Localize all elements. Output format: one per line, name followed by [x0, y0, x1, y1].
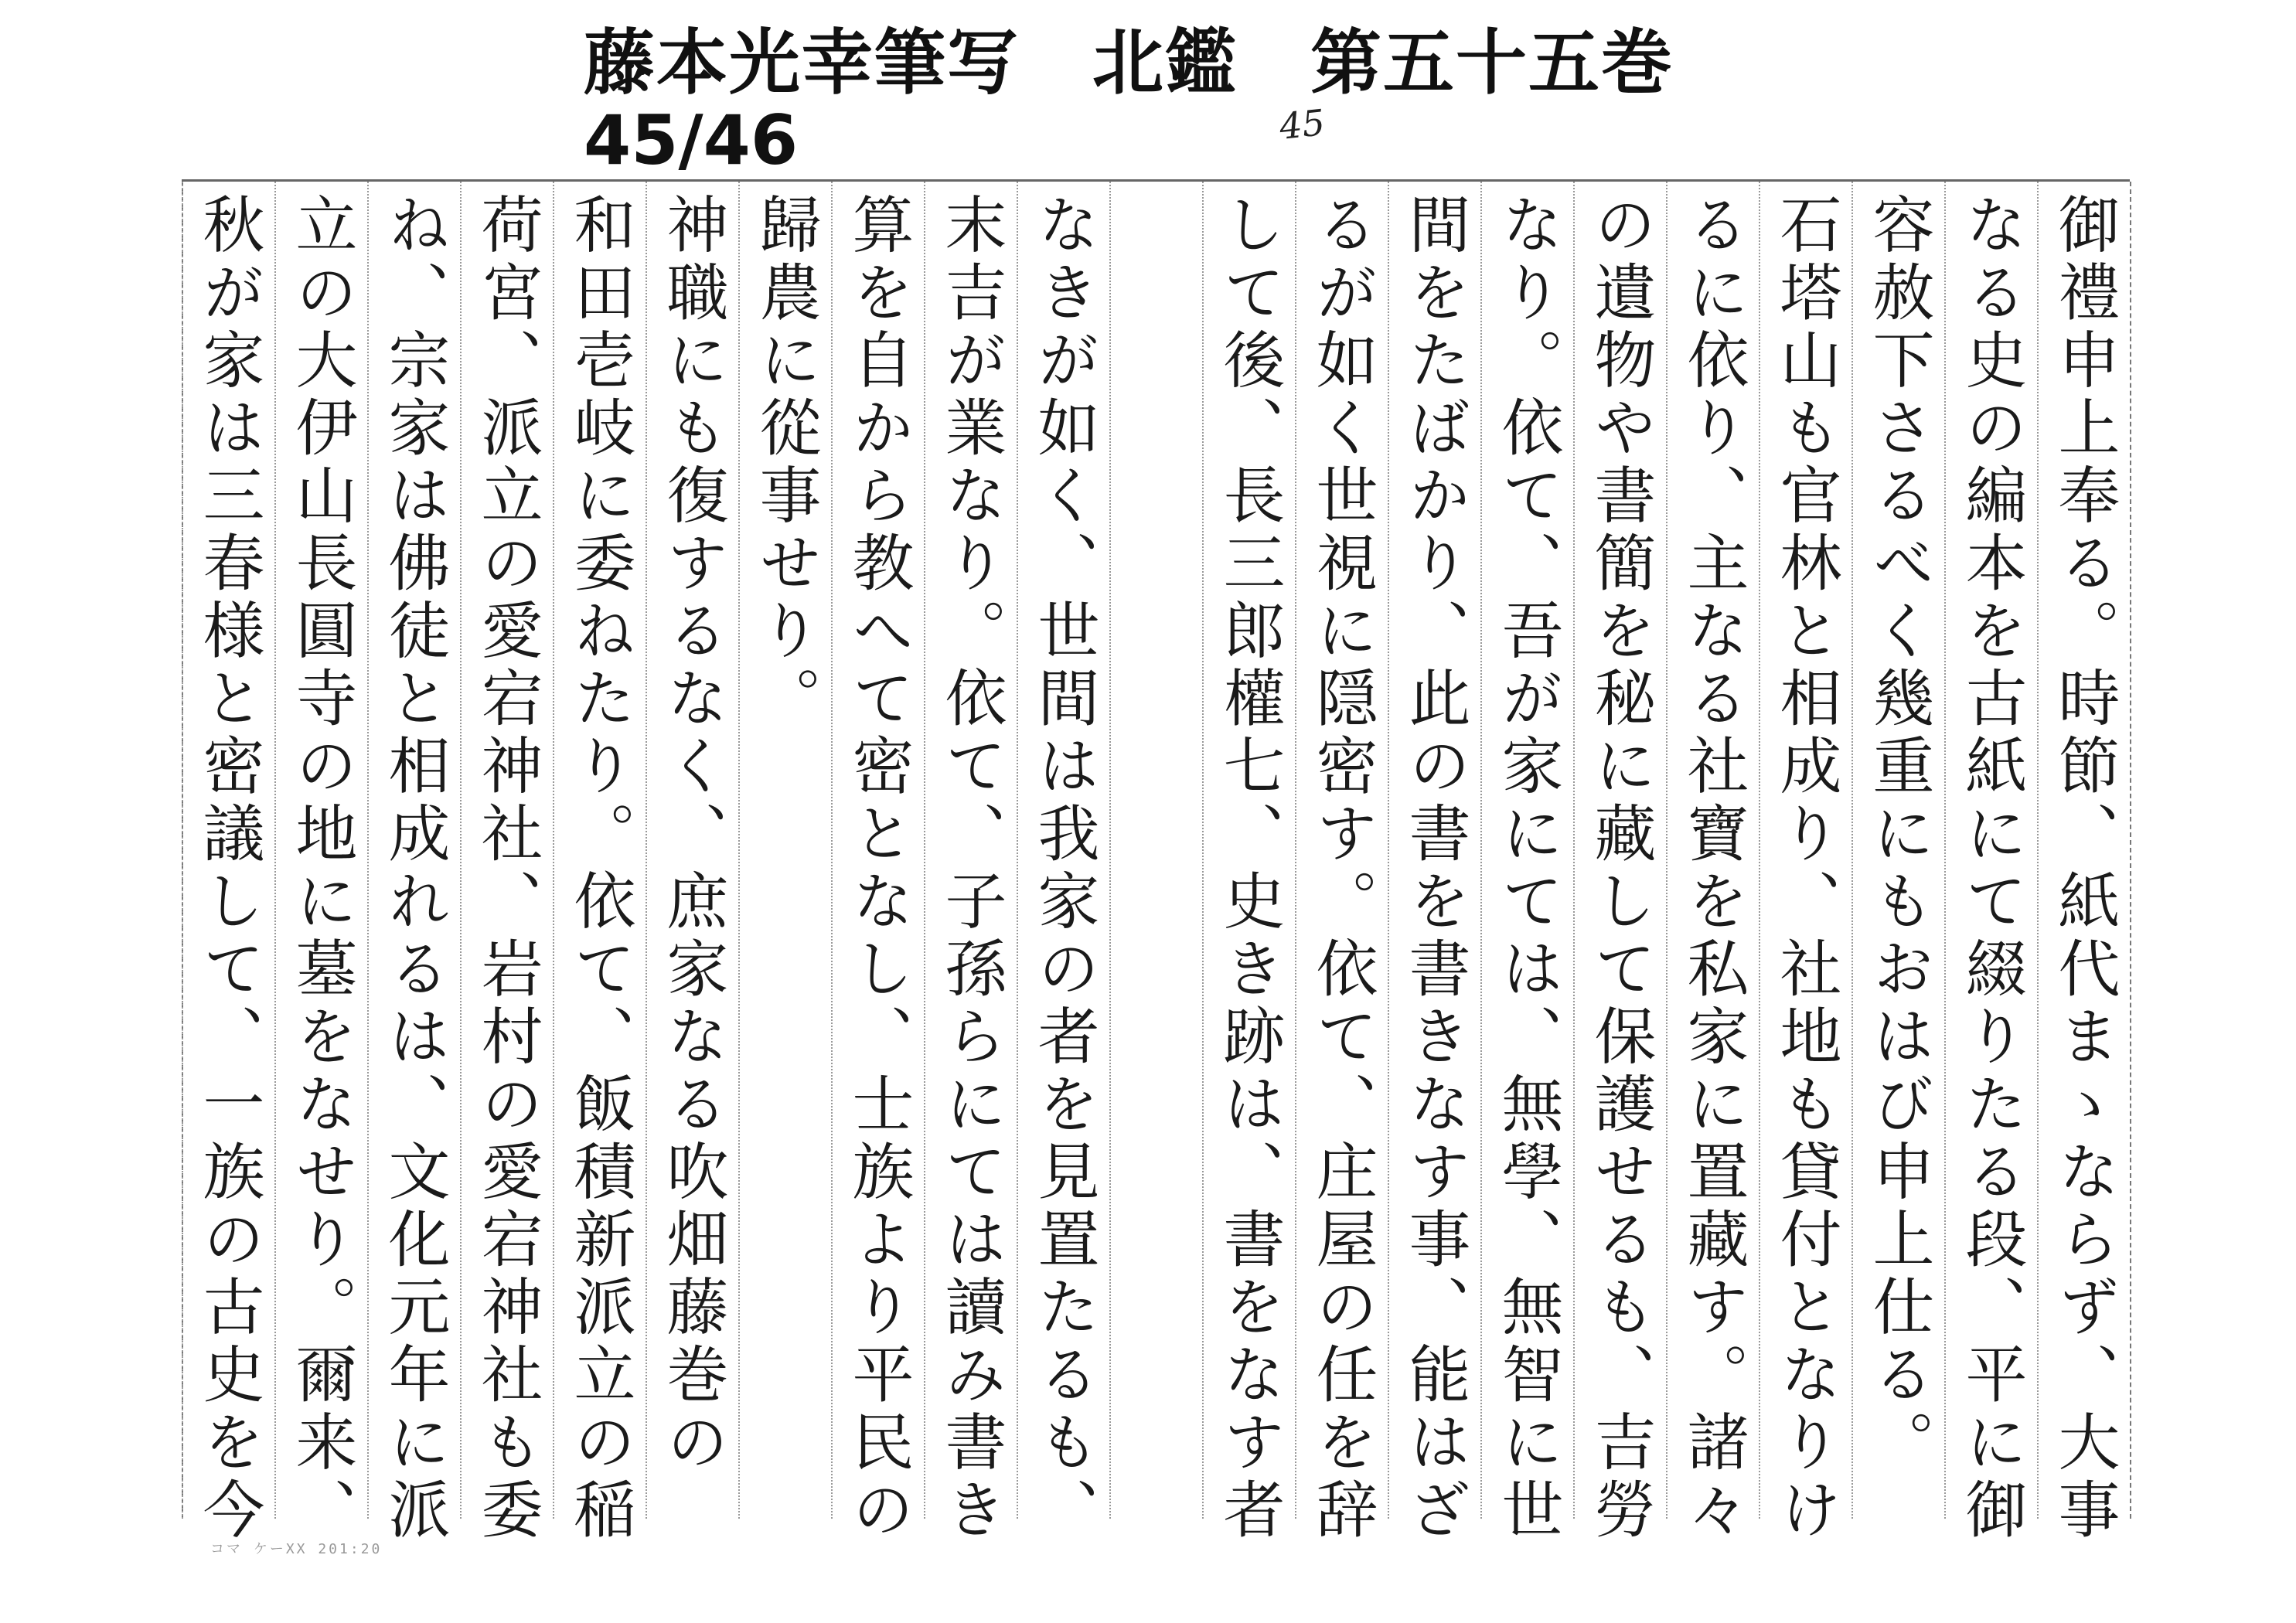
manuscript-line: 立の大伊山長圓寺の地に墓をなせり。爾来、 [285, 192, 357, 1545]
column-guide-line [460, 182, 462, 1519]
manuscript-column [924, 182, 1017, 1545]
manuscript-line: 御禮申上奉る。時節、紙代まゝならず、大事 [2048, 192, 2120, 1545]
document-title: 藤本光幸筆写 北鑑 第五十五巻 [584, 22, 1674, 104]
manuscript-column [1851, 182, 1944, 1519]
column-guide-line [1851, 182, 1853, 1519]
manuscript-line: ね、宗家は佛徒と相成れるは、文化元年に派 [378, 192, 450, 1545]
column-guide-line [1759, 182, 1760, 1519]
manuscript-column [738, 182, 831, 1519]
handwritten-page-number: 45 [1277, 101, 1327, 148]
manuscript-line: 歸農に從事せり。 [749, 192, 821, 733]
column-guide-line [1202, 182, 1204, 1519]
manuscript-column [1017, 182, 1109, 1545]
manuscript-line: 算を自から教へて密となし、士族より平民の [842, 192, 914, 1545]
manuscript-column [831, 182, 924, 1545]
manuscript-line: 容赦下さるべく幾重にもおはび申上仕る。 [1862, 192, 1934, 1478]
manuscript-column [1202, 182, 1295, 1545]
column-guide-line [274, 182, 276, 1519]
manuscript-line: 和田壱岐に委ねたり。依て、飯積新派立の稲 [564, 192, 635, 1545]
manuscript-column [1759, 182, 1851, 1545]
manuscript-line: 神職にも復するなく、庶家なる吹畑藤巻の [656, 192, 728, 1478]
column-guide-line [2037, 182, 2039, 1519]
column-guide-line [1480, 182, 1482, 1519]
column-guide-line [367, 182, 369, 1519]
column-guide-line [924, 182, 925, 1519]
column-guide-line [1295, 182, 1296, 1519]
manuscript-line: の遺物や書簡を秘に藏して保護せるも、吉勞 [1584, 192, 1656, 1545]
manuscript-line: して後、長三郎權七、史き跡は、書をなす者 [1213, 192, 1285, 1545]
manuscript-column [274, 182, 367, 1545]
manuscript-line: なり。依て、吾が家にては、無學、無智に世 [1491, 192, 1563, 1545]
manuscript-column [182, 182, 274, 1545]
column-guide-line [182, 182, 183, 1519]
manuscript-column [1944, 182, 2037, 1545]
manuscript-column [1388, 182, 1480, 1545]
manuscript-sheet [182, 179, 2130, 1545]
column-guide-line [1109, 182, 1111, 1519]
column-guide-line [646, 182, 647, 1519]
manuscript-line: なきが如く、世間は我家の者を見置たるも、 [1027, 192, 1099, 1545]
manuscript-line: るに依り、主なる社寶を私家に置藏す。諸々 [1677, 192, 1749, 1545]
manuscript-column [1480, 182, 1573, 1545]
manuscript-columns [182, 182, 2130, 1545]
sheet-right-edge [2130, 182, 2131, 1519]
manuscript-line: なる史の編本を古紙にて綴りたる段、平に御 [1955, 192, 2027, 1545]
manuscript-line: 末吉が業なり。依て、子孫らにては讀み書き [935, 192, 1007, 1545]
scan-footer-stamp: コマ ケーXX 201:20 [210, 1541, 383, 1557]
manuscript-line: 間をたばかり、此の書を書きなす事、能はざ [1398, 192, 1470, 1545]
column-guide-line [553, 182, 554, 1519]
manuscript-column [646, 182, 738, 1519]
manuscript-column [1295, 182, 1388, 1545]
column-guide-line [1388, 182, 1389, 1519]
manuscript-column [2037, 182, 2130, 1545]
manuscript-column [1573, 182, 1666, 1545]
manuscript-column [460, 182, 553, 1545]
column-guide-line [738, 182, 740, 1519]
manuscript-line: るが如く世視に隠密す。依て、庄屋の任を辞 [1306, 192, 1378, 1545]
column-guide-line [1573, 182, 1575, 1519]
manuscript-column [1666, 182, 1759, 1545]
manuscript-line: 秋が家は三春様と密議して、一族の古史を今 [192, 192, 264, 1545]
column-guide-line [1017, 182, 1018, 1519]
column-guide-line [1944, 182, 1946, 1519]
column-guide-line [831, 182, 833, 1519]
manuscript-column [1109, 182, 1202, 1519]
column-guide-line [1666, 182, 1667, 1519]
manuscript-line: 荷宮、派立の愛宕神社、岩村の愛宕神社も委 [471, 192, 543, 1545]
page-counter: 45/46 [584, 100, 799, 180]
manuscript-column [553, 182, 646, 1545]
manuscript-line: 石塔山も官林と相成り、社地も貸付となりけ [1770, 192, 1841, 1545]
manuscript-column [367, 182, 460, 1545]
